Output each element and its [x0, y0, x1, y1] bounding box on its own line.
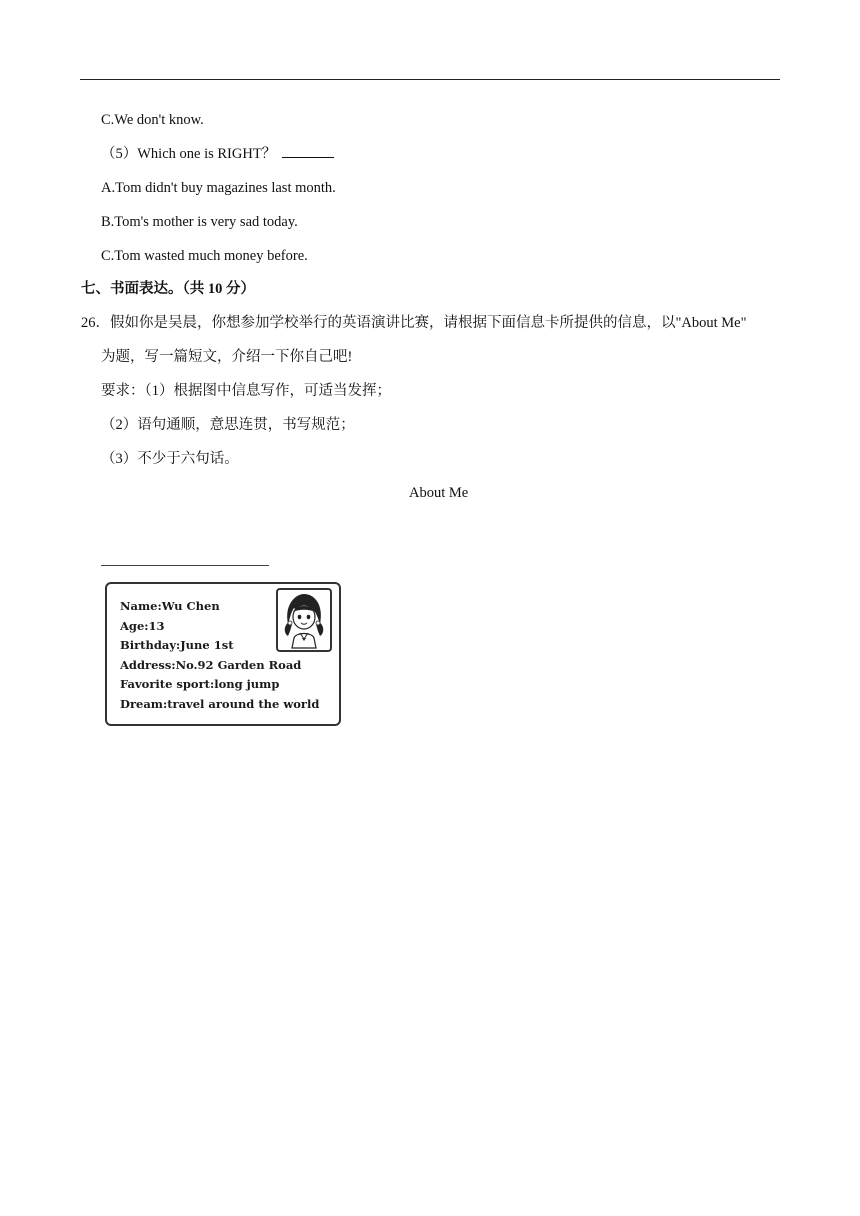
- card-name: Name:Wu Chen: [120, 599, 220, 613]
- question-5-option-b: B.Tom's mother is very sad today.: [101, 214, 298, 230]
- question-26-line-1: 26．假如你是吴晨，你想参加学校举行的英语演讲比赛，请根据下面信息卡所提供的信息，以"About Me": [81, 315, 747, 331]
- card-birthday: Birthday:June 1st: [120, 638, 234, 652]
- answer-blank[interactable]: [282, 145, 334, 158]
- info-card: [105, 582, 341, 726]
- question-26-line-2: 为题，写一篇短文，介绍一下你自己吧!: [101, 349, 353, 365]
- card-address: Address:No.92 Garden Road: [120, 658, 302, 672]
- requirement-3: （3）不少于六句话。: [101, 451, 239, 467]
- writing-answer-line[interactable]: [101, 565, 269, 566]
- card-age: Age:13: [120, 619, 165, 633]
- girl-portrait-icon: [278, 590, 330, 650]
- question-5-option-c: C.Tom wasted much money before.: [101, 248, 308, 264]
- requirement-1: 要求：（1）根据图中信息写作，可适当发挥；: [101, 383, 391, 399]
- card-dream: Dream:travel around the world: [120, 697, 320, 711]
- question-5: [101, 145, 334, 163]
- question-5-prompt: （5）Which one is RIGHT？: [101, 146, 277, 162]
- section-title-writing: 七、书面表达。（共 10 分）: [81, 281, 255, 297]
- requirement-2: （2）语句通顺，意思连贯，书写规范；: [101, 417, 355, 433]
- question-5-option-a: A.Tom didn't buy magazines last month.: [101, 180, 336, 196]
- option-c-previous: C.We don't know.: [101, 112, 204, 128]
- portrait-frame: [276, 588, 332, 652]
- header-rule: [80, 79, 780, 80]
- essay-title: About Me: [409, 485, 469, 501]
- card-sport: Favorite sport:long jump: [120, 677, 280, 691]
